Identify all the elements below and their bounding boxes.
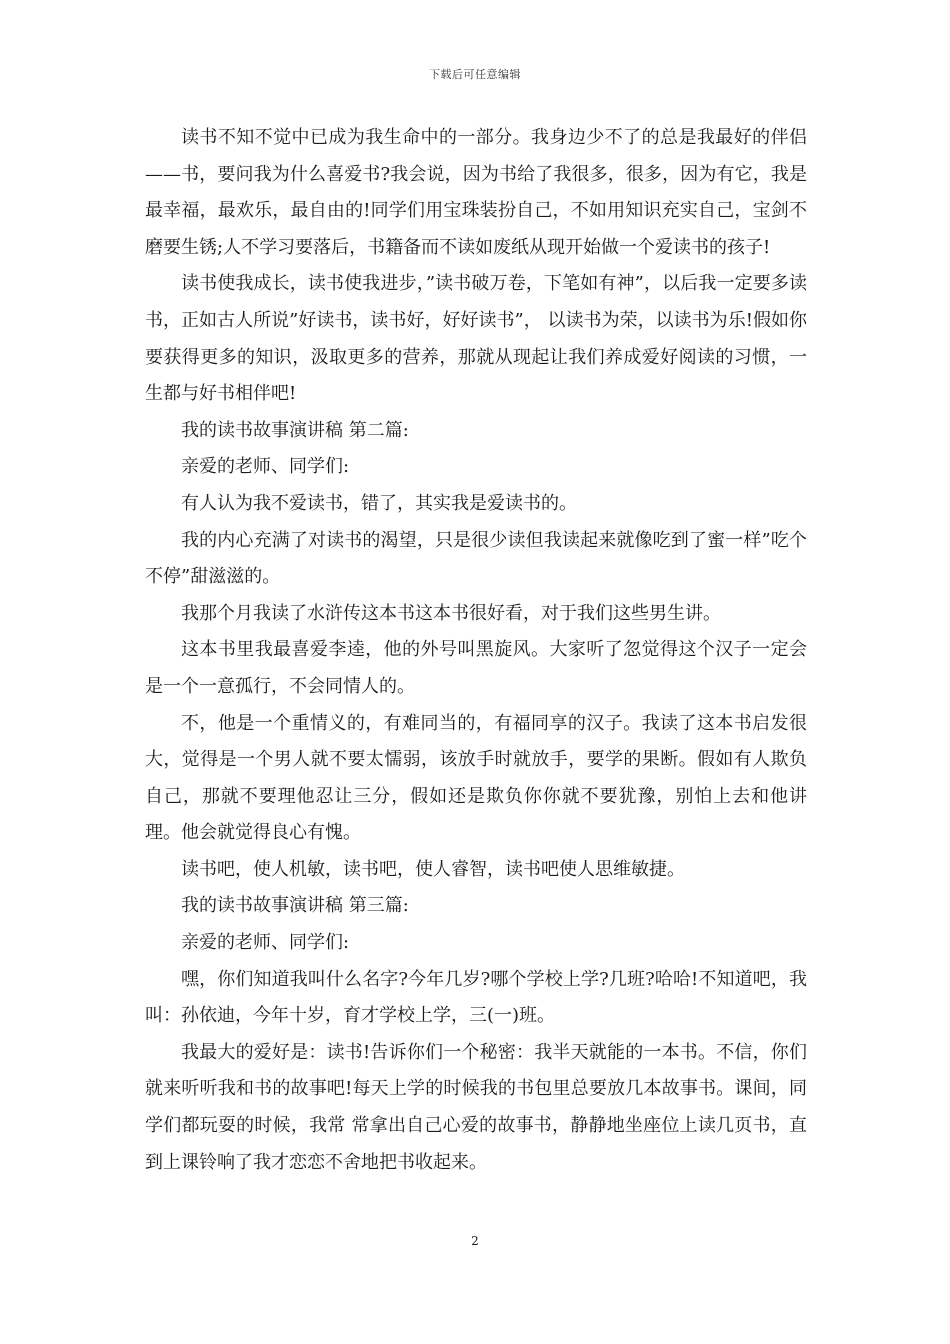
paragraph: 不，他是一个重情义的，有难同当的，有福同享的汉子。我读了这本书启发很大，觉得是一个男人就不要太懦弱，该放手时就放手，要学的果断。假如有人欺负自己，那就不要理他忍让三分，假如还是欺负你你就不要犹豫，别怕上去和他讲理。他会就觉得良心有愧。	[145, 712, 807, 844]
salutation: 亲爱的老师、同学们:	[181, 456, 350, 478]
section-heading: 我的读书故事演讲稿 第三篇:	[181, 895, 409, 917]
salutation: 亲爱的老师、同学们:	[181, 932, 350, 954]
paragraph: 有人认为我不爱读书，错了，其实我是爱读书的。	[181, 492, 577, 514]
paragraph: 这本书里我最喜爱李逵，他的外号叫黑旋风。大家听了忽觉得这个汉子一定会是一个一意孤行，不会同情人的。	[145, 639, 807, 697]
paragraph: 我那个月我读了水浒传这本书这本书很好看，对于我们这些男生讲。	[181, 602, 721, 624]
page-header: 下载后可任意编辑	[429, 68, 521, 81]
paragraph: 嘿，你们知道我叫什么名字?今年几岁?哪个学校上学?几班?哈哈!不知道吧，我叫：孙依迪，今年十岁，育才学校上学，三(一)班。	[145, 968, 807, 1027]
paragraph: 我的内心充满了对读书的渴望，只是很少读但我读起来就像吃到了蜜一样”吃个不停”甜滋滋的。	[145, 529, 807, 588]
section-heading: 我的读书故事演讲稿 第二篇:	[181, 419, 409, 441]
page-number: 2	[471, 1234, 479, 1248]
paragraph: 读书不知不觉中已成为我生命中的一部分。我身边少不了的总是我最好的伴侣——书，要问我为什么喜爱书?我会说，因为书给了我很多，很多，因为有它，我是最幸福，最欢乐，最自由的!同学们用宝珠装扮自己，不如用知识充实自己，宝剑不磨要生锈;人不学习要落后，书籍备而不读如废纸从现开始做一个爱读书的孩子!	[145, 127, 807, 258]
document-body	[145, 120, 807, 1181]
paragraph: 读书吧，使人机敏，读书吧，使人睿智，读书吧使人思维敏捷。	[181, 858, 685, 880]
paragraph: 读书使我成长，读书使我进步，”读书破万卷，下笔如有神”，以后我一定要多读书，正如古人所说”好读书，读书好，好好读书”， 以读书为荣，以读书为乐!假如你要获得更多的知识，汲取更多的营养，那就从现起让我们养成爱好阅读的习惯，一生都与好书相伴吧!	[145, 273, 807, 405]
paragraph: 我最大的爱好是：读书!告诉你们一个秘密：我半天就能的一本书。不信，你们就来听听我和书的故事吧!每天上学的时候我的书包里总要放几本故事书。课间，同学们都玩耍的时候，我常 常拿出自己心爱的故事书，静静地坐座位上读几页书，直到上课铃响了我才恋恋不舍地把书收起来。	[145, 1041, 807, 1173]
